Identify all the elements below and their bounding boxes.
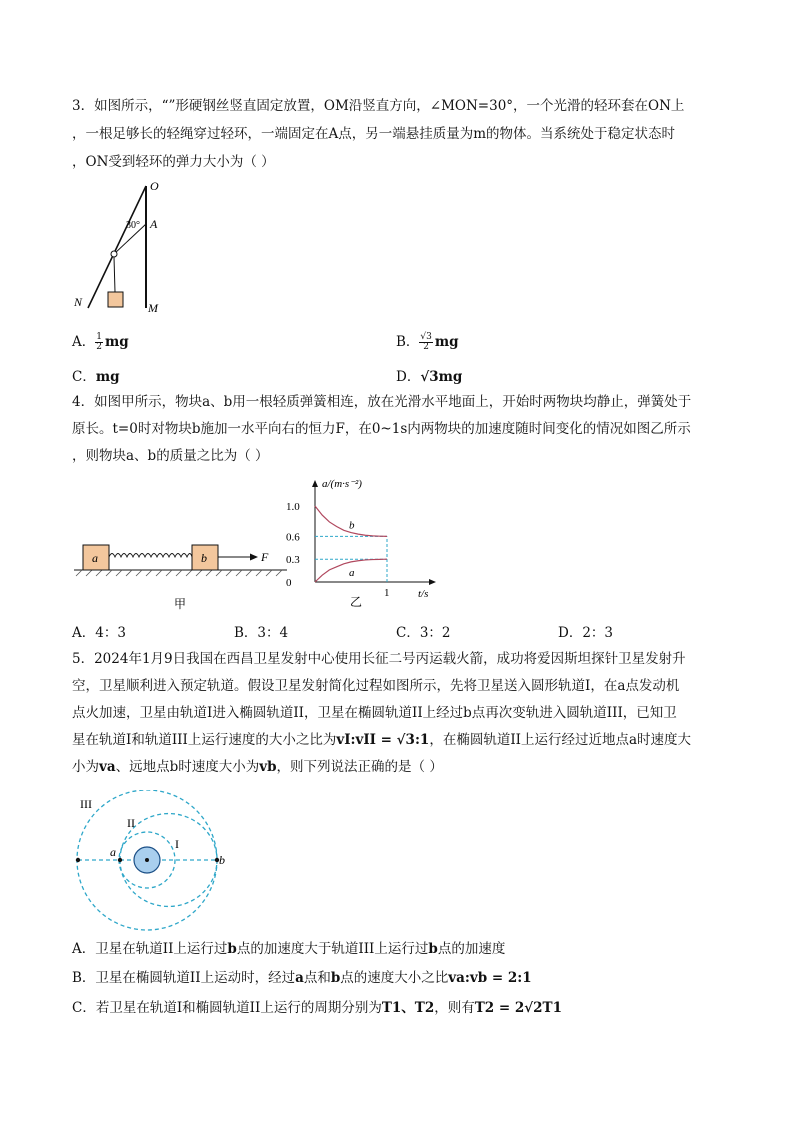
- chart-ytick-1.0: 1.0: [286, 501, 300, 513]
- q5-text-line5: 小为va、远地点b时速度大小为vb，则下列说法正确的是（ ）: [72, 759, 443, 775]
- label-b: b: [219, 853, 225, 867]
- label-III: III: [80, 797, 92, 811]
- label-O: O: [150, 179, 159, 193]
- q5-text-line3: 点火加速，卫星由轨道I进入椭圆轨道II，卫星在椭圆轨道II上经过b点再次变轨进入圆轨道III，已知卫: [72, 705, 677, 721]
- chart-ytick-0.6: 0.6: [286, 531, 300, 544]
- q4-figure-jia: [72, 540, 292, 612]
- fraction: $\frac{√3}{2}$: [420, 332, 432, 352]
- q5-text-line4: 星在轨道I和轨道III上运行速度的大小之比为vI:vII = √3:1，在椭圆轨道II上运行经过近地点a时速度大: [72, 732, 692, 748]
- q5-option-a[interactable]: A．卫星在轨道II上运行过b点的加速度大于轨道III上运行过b点的加速度: [72, 941, 506, 957]
- q5-text-line1: 5．2024年1月9日我国在西昌卫星发射中心使用长征二号丙运载火箭，成功将爱因斯坦探针卫星发射升: [72, 651, 686, 667]
- q4-option-d[interactable]: D．2：3: [558, 625, 614, 641]
- q4-text-line2: 原长。t=0时对物块b施加一水平向右的恒力F，在0~1s内两物块的加速度随时间变化的情况如图乙所示: [72, 421, 691, 437]
- q4-option-c[interactable]: C．3：2: [396, 625, 451, 641]
- chart-series-label-b: b: [349, 519, 355, 532]
- option-label: A．: [72, 334, 96, 350]
- q5-orbit-figure: [70, 790, 240, 935]
- label-A: A: [150, 217, 158, 231]
- spring: [109, 554, 192, 558]
- label-F: F: [261, 550, 269, 564]
- q3-text-line2: ，一根足够长的轻绳穿过轻环，一端固定在A点，另一端悬挂质量为m的物体。当系统处于稳定状态时: [72, 126, 676, 142]
- label-N: N: [74, 295, 83, 309]
- label-M: M: [148, 301, 158, 315]
- q3-text-line1: 3．如图所示，“”形硬钢丝竖直固定放置，OM沿竖直方向，∠MON=30°，一个光滑的轻环套在ON上: [72, 98, 685, 114]
- q4-text-line1: 4．如图甲所示，物块a、b用一根轻质弹簧相连，放在光滑水平地面上，开始时两物块均静止，弹簧处于: [72, 394, 692, 410]
- q3-figure: [70, 176, 180, 320]
- chart-ylabel: a/(m·s⁻²): [322, 478, 362, 490]
- q4-option-a[interactable]: A．4：3: [72, 625, 126, 641]
- chart-ytick-0: 0: [286, 577, 292, 589]
- chart-ytick-0.3: 0.3: [286, 554, 300, 567]
- option-label: D．: [396, 369, 421, 385]
- option-label: C．: [72, 369, 96, 385]
- q5-option-b[interactable]: B．卫星在椭圆轨道II上运动时，经过a点和b点的速度大小之比va:vb = 2:1: [72, 970, 532, 986]
- label-b: b: [201, 551, 207, 565]
- q3-option-c[interactable]: C．mg: [72, 369, 120, 385]
- q5-text-line2: 空，卫星顺利进入预定轨道。假设卫星发射简化过程如图所示，先将卫星送入圆形轨道I，在a点发动机: [72, 678, 680, 694]
- q3-text-line3: ，ON受到轻环的弹力大小为（ ）: [72, 154, 275, 170]
- chart-xlabel: t/s: [418, 588, 429, 600]
- caption-jia: 甲: [174, 597, 187, 611]
- chart-xtick-1: 1: [384, 587, 390, 599]
- chart-series-label-a: a: [349, 566, 355, 579]
- label-a: a: [110, 845, 116, 859]
- label-II: II: [127, 816, 135, 830]
- option-label: B．: [396, 334, 420, 350]
- caption-yi: 乙: [350, 595, 363, 609]
- weight-block: [108, 292, 123, 307]
- q4-chart-yi: [282, 470, 442, 612]
- fraction: $\frac{1}{2}$: [96, 332, 102, 352]
- q4-option-b[interactable]: B．3：4: [234, 625, 289, 641]
- label-I: I: [175, 837, 179, 851]
- label-angle: 30°: [126, 220, 140, 231]
- q3-option-b[interactable]: B． $\frac{√3}{2}$ mg: [396, 332, 459, 352]
- label-a: a: [92, 551, 98, 565]
- q5-option-c[interactable]: C．若卫星在轨道I和椭圆轨道II上运行的周期分别为T1、T2，则有T2 = 2√2T1: [72, 1000, 562, 1016]
- q3-option-a[interactable]: A． $\frac{1}{2}$ mg: [72, 332, 129, 352]
- q4-text-line3: ，则物块a、b的质量之比为（ ）: [72, 448, 269, 464]
- velocity-ratio: vI:vII = √3:1: [336, 732, 430, 748]
- q3-option-d[interactable]: D．√3mg: [396, 369, 463, 385]
